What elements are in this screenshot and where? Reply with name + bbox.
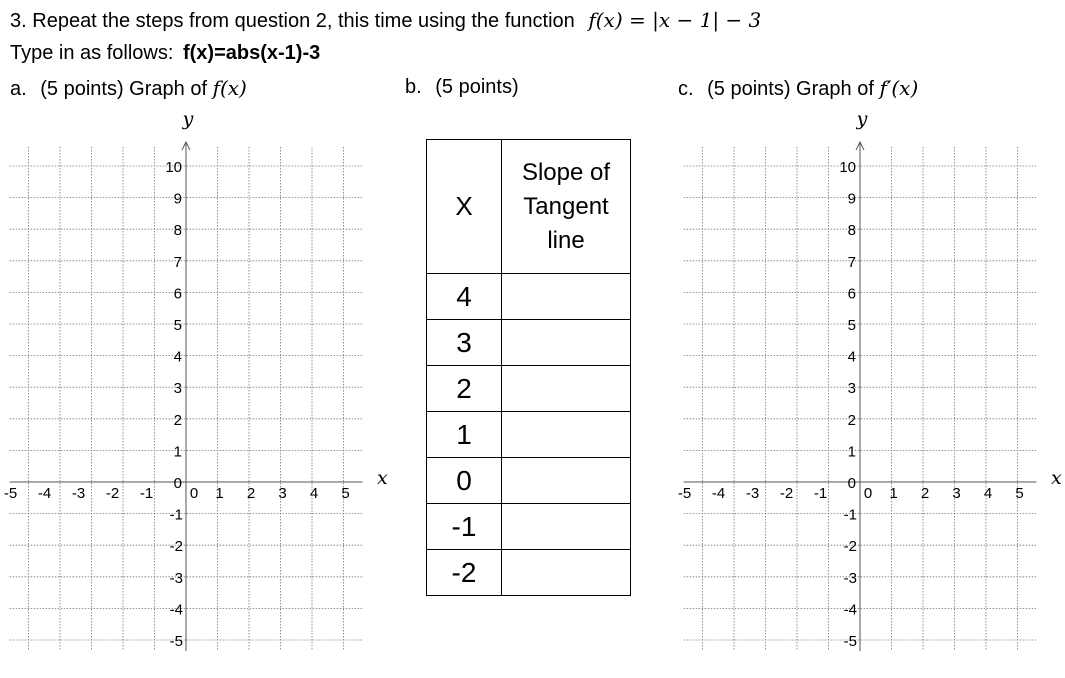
slope-answer-cell[interactable] bbox=[502, 274, 631, 320]
question-line bbox=[10, 8, 761, 33]
y-tick-label: 7 bbox=[173, 253, 182, 271]
slope-column-header: Slope of Tangent line bbox=[502, 140, 631, 274]
question-number: 3. bbox=[10, 10, 27, 32]
x-tick-label: 1 bbox=[215, 485, 224, 502]
y-tick-label: 6 bbox=[847, 285, 856, 303]
x-tick-label: 2 bbox=[920, 485, 930, 502]
x-axis-label: x bbox=[1051, 467, 1062, 489]
x-tick-label: 3 bbox=[952, 485, 961, 502]
y-tick-label: -5 bbox=[169, 633, 183, 650]
y-tick-label: -3 bbox=[843, 569, 857, 587]
y-axis-label: y bbox=[856, 108, 868, 131]
x-column-header: X bbox=[427, 140, 502, 274]
x-tick-label: -4 bbox=[37, 485, 52, 502]
y-tick-label: 8 bbox=[847, 222, 856, 240]
y-tick-label: -2 bbox=[169, 538, 183, 556]
x-tick-label: 1 bbox=[889, 485, 898, 502]
y-tick-label: 7 bbox=[847, 253, 856, 271]
x-tick-label: -2 bbox=[105, 485, 120, 502]
y-axis-label: y bbox=[182, 108, 194, 131]
x-tick-label: -1 bbox=[139, 485, 154, 502]
x-tick-label: 0 bbox=[189, 485, 199, 502]
x-axis-label: x bbox=[377, 467, 388, 489]
function-formula: f(x) = |x − 1| − 3 bbox=[588, 8, 762, 32]
slope-answer-cell[interactable] bbox=[502, 412, 631, 458]
x-value-cell: -2 bbox=[427, 550, 502, 596]
y-tick-label: 9 bbox=[847, 190, 856, 208]
y-tick-label: 9 bbox=[173, 190, 182, 208]
y-tick-label: 5 bbox=[173, 317, 182, 334]
x-tick-label: -1 bbox=[813, 485, 828, 502]
slope-answer-cell[interactable] bbox=[502, 320, 631, 366]
y-tick-label: 10 bbox=[165, 159, 182, 176]
y-tick-label: 6 bbox=[173, 285, 182, 303]
y-tick-label: 8 bbox=[173, 222, 182, 240]
x-value-cell: 0 bbox=[427, 458, 502, 504]
table-row bbox=[427, 274, 631, 320]
graph-a[interactable] bbox=[0, 100, 395, 660]
x-tick-label: -3 bbox=[71, 485, 86, 502]
question-text: Repeat the steps from question 2, this time using the function bbox=[32, 10, 575, 32]
part-b-label: b. (5 points) bbox=[405, 76, 519, 98]
y-tick-label: 4 bbox=[173, 348, 182, 366]
part-c-label: c. (5 points) Graph of f′(x) bbox=[678, 76, 919, 100]
y-tick-label: -3 bbox=[169, 569, 183, 587]
x-tick-label: -4 bbox=[711, 485, 726, 502]
y-tick-label: 1 bbox=[847, 443, 856, 461]
type-in-line bbox=[10, 42, 320, 65]
y-tick-label: -4 bbox=[843, 601, 857, 619]
table-row bbox=[427, 320, 631, 366]
x-tick-label: 2 bbox=[246, 485, 256, 502]
y-tick-label: 1 bbox=[173, 443, 182, 461]
x-tick-label: 4 bbox=[983, 485, 993, 502]
x-tick-label: 4 bbox=[309, 485, 319, 502]
x-tick-label: -3 bbox=[745, 485, 760, 502]
y-tick-label: 2 bbox=[847, 411, 856, 429]
y-tick-label: -2 bbox=[843, 538, 857, 556]
slope-answer-cell[interactable] bbox=[502, 550, 631, 596]
y-tick-label: 4 bbox=[847, 348, 856, 366]
slope-table bbox=[426, 139, 631, 596]
x-tick-label: -5 bbox=[677, 485, 692, 502]
type-in-label: Type in as follows: bbox=[10, 42, 174, 64]
x-tick-label: 5 bbox=[341, 485, 350, 502]
table-row bbox=[427, 458, 631, 504]
x-tick-label: 5 bbox=[1015, 485, 1024, 502]
slope-answer-cell[interactable] bbox=[502, 366, 631, 412]
y-tick-label: 0 bbox=[173, 475, 182, 492]
slope-answer-cell[interactable] bbox=[502, 458, 631, 504]
x-value-cell: 3 bbox=[427, 320, 502, 366]
graph-c[interactable] bbox=[670, 100, 1065, 660]
x-tick-label: -5 bbox=[3, 485, 18, 502]
x-value-cell: 1 bbox=[427, 412, 502, 458]
type-in-value: f(x)=abs(x-1)-3 bbox=[182, 42, 321, 64]
y-tick-label: 3 bbox=[847, 380, 856, 398]
y-tick-label: -1 bbox=[169, 506, 183, 524]
x-tick-label: -2 bbox=[779, 485, 794, 502]
table-row bbox=[427, 504, 631, 550]
x-tick-label: 3 bbox=[278, 485, 287, 502]
y-tick-label: 5 bbox=[847, 317, 856, 334]
x-tick-label: 0 bbox=[863, 485, 873, 502]
y-tick-label: -5 bbox=[843, 633, 857, 650]
table-row bbox=[427, 366, 631, 412]
part-a-label: a. (5 points) Graph of f(x) bbox=[10, 76, 247, 100]
y-tick-label: -1 bbox=[843, 506, 857, 524]
x-value-cell: 4 bbox=[427, 274, 502, 320]
y-tick-label: 2 bbox=[173, 411, 182, 429]
table-row bbox=[427, 550, 631, 596]
slope-answer-cell[interactable] bbox=[502, 504, 631, 550]
y-tick-label: 3 bbox=[173, 380, 182, 398]
x-value-cell: 2 bbox=[427, 366, 502, 412]
y-tick-label: 10 bbox=[839, 159, 856, 176]
x-value-cell: -1 bbox=[427, 504, 502, 550]
y-tick-label: 0 bbox=[847, 475, 856, 492]
table-header-row bbox=[427, 140, 631, 274]
y-tick-label: -4 bbox=[169, 601, 183, 619]
table-row bbox=[427, 412, 631, 458]
